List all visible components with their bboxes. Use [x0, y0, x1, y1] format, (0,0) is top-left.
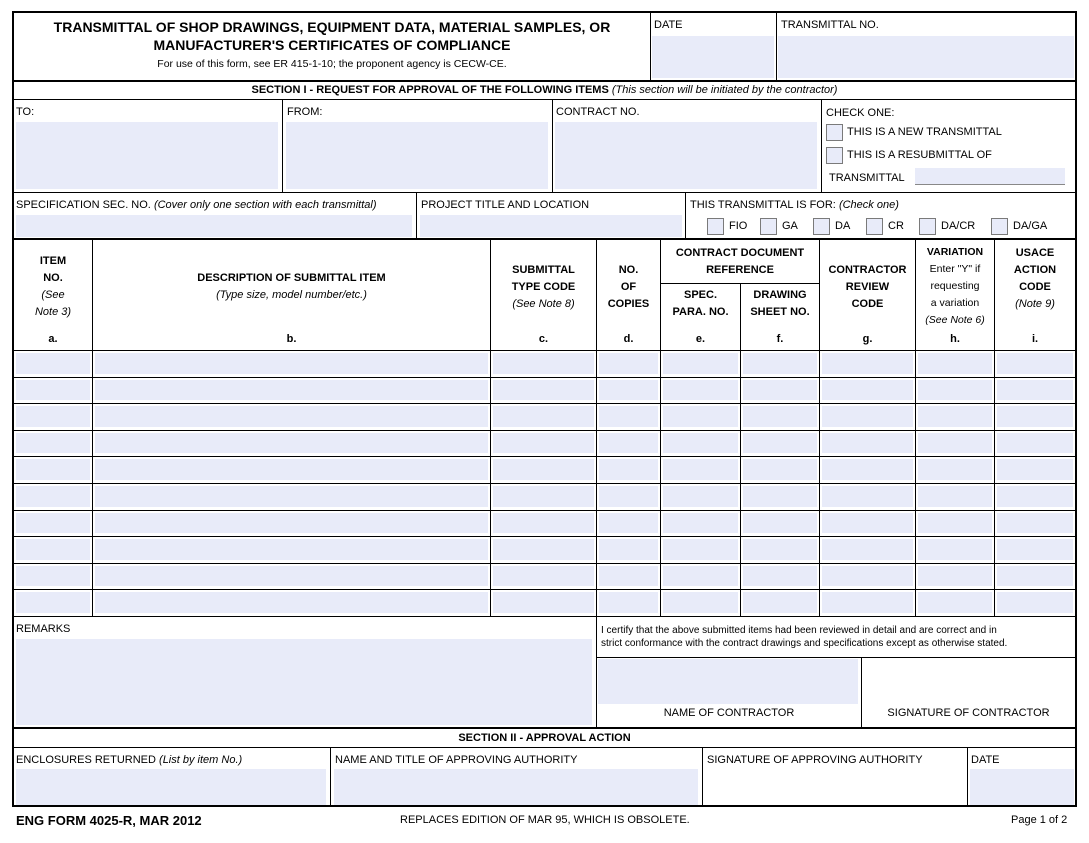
type-code-cell[interactable] [493, 486, 594, 507]
transmittal-for-label [690, 199, 899, 212]
form-title-line2: MANUFACTURER'S CERTIFICATES OF COMPLIANCE [153, 37, 511, 53]
fio-label: FIO [729, 220, 748, 232]
review-code-cell[interactable] [822, 513, 913, 534]
description-cell[interactable] [95, 459, 488, 480]
col-b-l2: (Type size, model number/etc.) [216, 289, 367, 301]
variation-cell[interactable] [918, 406, 992, 427]
copies-cell[interactable] [599, 380, 658, 401]
form-title-line1: TRANSMITTAL OF SHOP DRAWINGS, EQUIPMENT DATA, MATERIAL SAMPLES, OR [53, 19, 611, 35]
da-ga-label: DA/GA [1013, 220, 1048, 232]
item-no-cell[interactable] [16, 433, 90, 454]
contractor-name-field[interactable] [598, 659, 858, 704]
new-transmittal-label: THIS IS A NEW TRANSMITTAL [847, 126, 1002, 138]
approval-date-label: DATE [971, 754, 1000, 766]
divider [12, 192, 1077, 193]
variation-cell[interactable] [918, 513, 992, 534]
spec-para-cell[interactable] [663, 433, 738, 454]
resubmittal-checkbox[interactable] [826, 147, 843, 164]
drawing-sheet-cell[interactable] [743, 459, 817, 480]
divider [650, 12, 651, 80]
action-code-cell[interactable] [997, 380, 1073, 401]
type-code-cell[interactable] [493, 592, 594, 613]
da-cr-label: DA/CR [941, 220, 976, 232]
approver-name-label: NAME AND TITLE OF APPROVING AUTHORITY [335, 754, 578, 766]
drawing-sheet-cell[interactable] [743, 539, 817, 560]
drawing-sheet-cell[interactable] [743, 566, 817, 587]
description-cell[interactable] [95, 566, 488, 587]
enclosures-text: ENCLOSURES RETURNED [16, 754, 156, 766]
review-code-cell[interactable] [822, 592, 913, 613]
review-code-cell[interactable] [822, 539, 913, 560]
drawing-sheet-cell[interactable] [743, 513, 817, 534]
variation-cell[interactable] [918, 539, 992, 560]
col-d-header [597, 262, 660, 313]
col-c-l3: (See Note 8) [512, 298, 575, 310]
drawing-sheet-cell[interactable] [743, 406, 817, 427]
spec-para-cell[interactable] [663, 380, 738, 401]
action-code-cell[interactable] [997, 566, 1073, 587]
divider [702, 747, 703, 807]
type-code-cell[interactable] [493, 539, 594, 560]
page-number: Page 1 of 2 [1011, 814, 1068, 826]
col-i-l4: (Note 9) [1015, 298, 1055, 310]
col-g-letter: g. [862, 333, 873, 345]
description-cell[interactable] [95, 592, 488, 613]
variation-cell[interactable] [918, 433, 992, 454]
section2-title: SECTION II - APPROVAL ACTION [458, 732, 631, 744]
col-e-l1: SPEC. [683, 289, 717, 301]
copies-cell[interactable] [599, 406, 658, 427]
action-code-cell[interactable] [997, 513, 1073, 534]
col-h-l3: requesting [930, 280, 980, 292]
col-f-l2: SHEET NO. [750, 306, 810, 318]
certify-text-2: strict conformance with the contract drawings and specifications except as otherwise stated. [601, 638, 1008, 649]
divider [12, 747, 1077, 748]
action-code-cell[interactable] [997, 459, 1073, 480]
spec-sec-label [16, 199, 376, 212]
item-no-cell[interactable] [16, 513, 90, 534]
check-one-label: CHECK ONE: [826, 107, 895, 119]
review-code-cell[interactable] [822, 459, 913, 480]
table-row-divider [12, 563, 1077, 564]
approver-signature-label: SIGNATURE OF APPROVING AUTHORITY [707, 754, 923, 766]
type-code-cell[interactable] [493, 513, 594, 534]
description-cell[interactable] [95, 513, 488, 534]
review-code-cell[interactable] [822, 486, 913, 507]
divider [660, 283, 819, 284]
group-ef-l1: CONTRACT DOCUMENT [675, 247, 805, 259]
col-f-l1: DRAWING [753, 289, 807, 301]
contractor-signature-area[interactable] [863, 659, 1074, 704]
spec-sec-note: (Cover only one section with each transmittal) [153, 199, 377, 211]
table-row-divider [12, 403, 1077, 404]
divider [12, 727, 1077, 729]
divider [416, 192, 417, 239]
table-row-divider [12, 350, 1077, 351]
divider [12, 238, 1077, 240]
col-a-l1: ITEM [39, 255, 67, 267]
variation-cell[interactable] [918, 486, 992, 507]
type-code-cell[interactable] [493, 459, 594, 480]
ga-label: GA [782, 220, 798, 232]
divider [552, 99, 553, 192]
col-d-l1: NO. [618, 264, 639, 276]
variation-cell[interactable] [918, 353, 992, 374]
da-label: DA [835, 220, 851, 232]
copies-cell[interactable] [599, 566, 658, 587]
divider [967, 747, 968, 807]
section1-title [14, 84, 1075, 97]
col-c-l1: SUBMITTAL [512, 264, 575, 276]
col-g-header [820, 262, 915, 313]
table-row-divider [12, 430, 1077, 431]
col-h-l2: Enter "Y" if [929, 263, 981, 275]
item-no-cell[interactable] [16, 486, 90, 507]
remarks-field[interactable] [16, 639, 592, 725]
variation-cell[interactable] [918, 459, 992, 480]
item-no-cell[interactable] [16, 459, 90, 480]
group-ef-l2: REFERENCE [706, 264, 774, 276]
spec-sec-field[interactable] [16, 215, 412, 237]
divider [776, 12, 777, 80]
copies-cell[interactable] [599, 592, 658, 613]
description-cell[interactable] [95, 380, 488, 401]
enclosures-note: (List by item No.) [159, 754, 243, 766]
variation-cell[interactable] [918, 592, 992, 613]
ga-checkbox[interactable] [760, 218, 777, 235]
item-no-cell[interactable] [16, 353, 90, 374]
col-d-letter: d. [623, 333, 634, 345]
spec-para-cell[interactable] [663, 539, 738, 560]
spec-para-cell[interactable] [663, 592, 738, 613]
name-of-contractor-label: NAME OF CONTRACTOR [663, 707, 795, 719]
spec-para-cell[interactable] [663, 406, 738, 427]
transmittal-no-label: TRANSMITTAL NO. [781, 19, 879, 31]
replaces-notice: REPLACES EDITION OF MAR 95, WHICH IS OBSOLETE. [400, 814, 690, 826]
col-b-l1: DESCRIPTION OF SUBMITTAL ITEM [197, 272, 386, 284]
type-code-cell[interactable] [493, 353, 594, 374]
copies-cell[interactable] [599, 486, 658, 507]
spec-sec-text: SPECIFICATION SEC. NO. [16, 199, 151, 211]
approver-signature-area[interactable] [704, 769, 965, 805]
item-no-cell[interactable] [16, 406, 90, 427]
col-i-l3: CODE [1019, 281, 1051, 293]
col-b-letter: b. [286, 333, 297, 345]
divider [12, 616, 1077, 617]
contract-no-label: CONTRACT NO. [556, 106, 640, 118]
divider [685, 192, 686, 239]
item-no-cell[interactable] [16, 566, 90, 587]
drawing-sheet-cell[interactable] [743, 380, 817, 401]
review-code-cell[interactable] [822, 406, 913, 427]
cr-checkbox[interactable] [866, 218, 883, 235]
spec-para-cell[interactable] [663, 459, 738, 480]
fio-checkbox[interactable] [707, 218, 724, 235]
col-a-header [14, 253, 92, 321]
description-cell[interactable] [95, 486, 488, 507]
col-a-letter: a. [48, 333, 58, 345]
type-code-cell[interactable] [493, 566, 594, 587]
col-d-l3: COPIES [607, 298, 650, 310]
col-e-header [661, 287, 740, 321]
col-a-l4: Note 3) [34, 306, 72, 318]
col-a-l2: NO. [43, 272, 63, 284]
signature-of-contractor-label: SIGNATURE OF CONTRACTOR [887, 707, 1050, 719]
divider [596, 657, 1077, 658]
spec-para-cell[interactable] [663, 566, 738, 587]
col-i-l1: USACE [1015, 247, 1055, 259]
review-code-cell[interactable] [822, 380, 913, 401]
action-code-cell[interactable] [997, 592, 1073, 613]
col-d-l2: OF [620, 281, 637, 293]
from-field[interactable] [286, 122, 548, 189]
review-code-cell[interactable] [822, 433, 913, 454]
col-c-l2: TYPE CODE [511, 281, 576, 293]
table-row-divider [12, 456, 1077, 457]
col-g-l1: CONTRACTOR [828, 264, 907, 276]
item-no-cell[interactable] [16, 539, 90, 560]
table-row-divider [12, 483, 1077, 484]
project-title-label: PROJECT TITLE AND LOCATION [421, 199, 590, 211]
review-code-cell[interactable] [822, 566, 913, 587]
action-code-cell[interactable] [997, 406, 1073, 427]
col-h-header [916, 244, 994, 329]
transmittal-label: TRANSMITTAL [829, 172, 905, 184]
date-field[interactable] [652, 36, 774, 78]
remarks-label: REMARKS [16, 623, 71, 635]
certify-text-1: I certify that the above submitted items had been reviewed in detail and are correct and in [601, 625, 997, 636]
col-f-header [741, 287, 819, 321]
col-h-l4: a variation [930, 297, 980, 309]
type-code-cell[interactable] [493, 380, 594, 401]
copies-cell[interactable] [599, 353, 658, 374]
approval-date-field[interactable] [970, 769, 1074, 805]
action-code-cell[interactable] [997, 539, 1073, 560]
copies-cell[interactable] [599, 459, 658, 480]
divider [330, 747, 331, 807]
transmittal-for-text: THIS TRANSMITTAL IS FOR: [690, 199, 836, 211]
transmittal-for-note: (Check one) [838, 199, 899, 211]
col-b-header [93, 270, 490, 304]
resubmittal-of-field[interactable] [915, 168, 1065, 185]
to-field[interactable] [16, 122, 278, 189]
table-row-divider [12, 589, 1077, 590]
col-f-letter: f. [776, 333, 784, 345]
variation-cell[interactable] [918, 380, 992, 401]
variation-cell[interactable] [918, 566, 992, 587]
contract-no-field[interactable] [555, 122, 817, 189]
from-label: FROM: [287, 106, 323, 118]
col-g-l2: REVIEW [845, 281, 890, 293]
drawing-sheet-cell[interactable] [743, 592, 817, 613]
enclosures-label [16, 754, 242, 767]
date-label: DATE [654, 19, 683, 31]
da-ga-checkbox[interactable] [991, 218, 1008, 235]
drawing-sheet-cell[interactable] [743, 486, 817, 507]
type-code-cell[interactable] [493, 433, 594, 454]
transmittal-no-field[interactable] [778, 36, 1074, 78]
cr-label: CR [888, 220, 904, 232]
col-i-l2: ACTION [1013, 264, 1057, 276]
section1-title-note: (This section will be initiated by the contractor) [611, 84, 838, 96]
divider [12, 80, 1077, 82]
col-h-l1: VARIATION [926, 246, 984, 258]
description-cell[interactable] [95, 353, 488, 374]
table-row-divider [12, 377, 1077, 378]
project-title-field[interactable] [420, 215, 682, 237]
divider [282, 99, 283, 192]
col-i-header [995, 245, 1075, 313]
copies-cell[interactable] [599, 513, 658, 534]
action-code-cell[interactable] [997, 486, 1073, 507]
form-subtitle: For use of this form, see ER 415-1-10; the proponent agency is CECW-CE. [157, 58, 507, 70]
item-no-cell[interactable] [16, 592, 90, 613]
copies-cell[interactable] [599, 539, 658, 560]
spec-para-cell[interactable] [663, 513, 738, 534]
copies-cell[interactable] [599, 433, 658, 454]
col-i-letter: i. [1031, 333, 1039, 345]
section1-title-text: SECTION I - REQUEST FOR APPROVAL OF THE FOLLOWING ITEMS [251, 84, 609, 96]
col-h-l5: (See Note 6) [925, 314, 985, 326]
action-code-cell[interactable] [997, 433, 1073, 454]
col-g-l3: CODE [851, 298, 884, 310]
item-no-cell[interactable] [16, 380, 90, 401]
table-row-divider [12, 536, 1077, 537]
resubmittal-label: THIS IS A RESUBMITTAL OF [847, 149, 992, 161]
da-cr-checkbox[interactable] [919, 218, 936, 235]
contract-doc-ref-header [661, 245, 819, 279]
review-code-cell[interactable] [822, 353, 913, 374]
col-c-letter: c. [538, 333, 549, 345]
action-code-cell[interactable] [997, 353, 1073, 374]
spec-para-cell[interactable] [663, 353, 738, 374]
type-code-cell[interactable] [493, 406, 594, 427]
col-a-l3: (See [41, 289, 65, 301]
table-row-divider [12, 510, 1077, 511]
drawing-sheet-cell[interactable] [743, 433, 817, 454]
col-e-l2: PARA. NO. [672, 306, 729, 318]
divider [12, 99, 1077, 100]
description-cell[interactable] [95, 433, 488, 454]
col-e-letter: e. [695, 333, 706, 345]
da-checkbox[interactable] [813, 218, 830, 235]
new-transmittal-checkbox[interactable] [826, 124, 843, 141]
col-c-header [491, 262, 596, 313]
form-id: ENG FORM 4025-R, MAR 2012 [16, 813, 202, 828]
col-h-letter: h. [950, 333, 960, 345]
approver-name-field[interactable] [334, 769, 698, 805]
description-cell[interactable] [95, 406, 488, 427]
spec-para-cell[interactable] [663, 486, 738, 507]
divider [821, 99, 822, 192]
enclosures-field[interactable] [16, 769, 326, 805]
description-cell[interactable] [95, 539, 488, 560]
to-label: TO: [16, 106, 35, 118]
drawing-sheet-cell[interactable] [743, 353, 817, 374]
